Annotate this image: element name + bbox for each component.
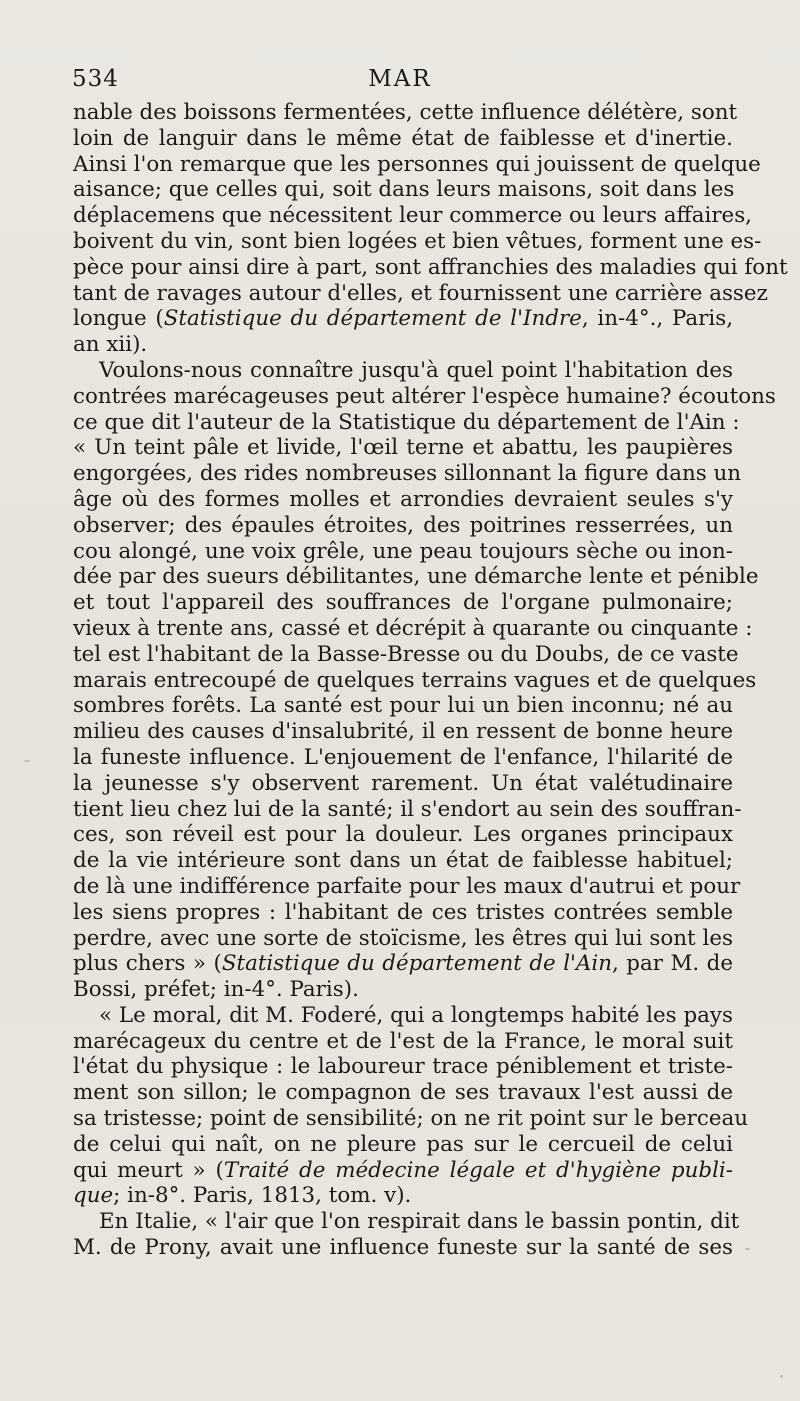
text-line: dée par des sueurs débilitantes, une démarche lente et pénible — [73, 564, 759, 590]
text-line: ce que dit l'auteur de la Statistique du département de l'Ain : — [73, 409, 740, 435]
paragraph-start-line: Voulons-nous connaître jusqu'à quel point l'habitation des — [99, 357, 733, 383]
text-line — [73, 306, 733, 332]
text-line — [73, 951, 733, 977]
paragraph-start-line: « Le moral, dit M. Foderé, qui a longtemps habité les pays — [99, 1002, 733, 1028]
text-line: pèce pour ainsi dire à part, sont affranchies des maladies qui font — [73, 254, 788, 280]
text-line: marais entrecoupé de quelques terrains vagues et de quelques — [73, 667, 757, 693]
book-title-italic: Statistique du département de l'Ain — [221, 951, 612, 977]
paper-speck — [745, 1248, 750, 1250]
text-line: sa tristesse; point de sensibilité; on ne rit point sur le berceau — [73, 1106, 749, 1132]
text-line — [73, 1183, 733, 1209]
text-line: milieu des causes d'insalubrité, il en ressent de bonne heure — [73, 719, 733, 745]
text-line: de là une indifférence parfaite pour les maux d'autrui et pour — [73, 873, 741, 899]
text-line: loin de languir dans le même état de faiblesse et d'inertie. — [73, 125, 733, 151]
text-line: de la vie intérieure sont dans un état de faiblesse habituel; — [73, 848, 733, 874]
book-title-italic: que — [73, 1183, 114, 1209]
text-line: tient lieu chez lui de la santé; il s'endort au sein des souffran- — [73, 796, 742, 822]
text-line: déplacemens que nécessitent leur commerce ou leurs affaires, — [73, 203, 752, 229]
text-line: la funeste influence. L'enjouement de l'enfance, l'hilarité de — [73, 744, 733, 770]
text-line: vieux à trente ans, cassé et décrépit à quarante ou cinquante : — [73, 615, 753, 641]
text-line: ces, son réveil est pour la douleur. Les organes principaux — [73, 822, 733, 848]
text-line: tant de ravages autour d'elles, et fournissent une carrière assez — [73, 280, 768, 306]
text-line: cou alongé, une voix grêle, une peau toujours sèche ou inon- — [73, 538, 733, 564]
page-number: 534 — [72, 66, 119, 92]
text-line: perdre, avec une sorte de stoïcisme, les êtres qui lui sont les — [73, 925, 733, 951]
text-line: âge où des formes molles et arrondies devraient seules s'y — [73, 486, 733, 512]
text-line: et tout l'appareil des souffrances de l'organe pulmonaire; — [73, 590, 733, 616]
text-line: ment son sillon; le compagnon de ses travaux l'est aussi de — [73, 1080, 733, 1106]
text-segment: ; in-8°. Paris, 1813, tom. v). — [113, 1183, 412, 1209]
text-line: engorgées, des rides nombreuses sillonnant la figure dans un — [73, 461, 742, 487]
text-segment: , par M. de — [611, 951, 733, 977]
text-line: M. de Prony, avait une influence funeste sur la santé de ses — [73, 1235, 733, 1261]
running-head-title: MAR — [368, 66, 432, 92]
text-line — [73, 1158, 733, 1184]
running-header — [72, 66, 728, 102]
text-line: « Un teint pâle et livide, l'œil terne et abattu, les paupières — [73, 435, 733, 461]
paper-speck — [24, 760, 30, 762]
body-text — [73, 100, 788, 1261]
text-line: Ainsi l'on remarque que les personnes qui jouissent de quelque — [73, 151, 761, 177]
text-line: an xii). — [73, 332, 148, 358]
text-line: nable des boissons fermentées, cette influence délétère, sont — [73, 100, 738, 125]
text-line: boivent du vin, sont bien logées et bien vêtues, forment une es- — [73, 228, 762, 254]
book-title-italic: Traité de médecine légale et d'hygiène publi- — [223, 1157, 733, 1183]
text-line: contrées marécageuses peut altérer l'espèce humaine? écoutons — [73, 383, 776, 409]
text-segment: qui meurt » ( — [73, 1157, 224, 1183]
text-line: l'état du physique : le laboureur trace péniblement et triste- — [73, 1054, 733, 1080]
paragraph-start-line: En Italie, « l'air que l'on respirait dans le bassin pontin, dit — [99, 1209, 740, 1235]
text-line: de celui qui naît, on ne pleure pas sur le cercueil de celui — [73, 1131, 733, 1157]
text-line: tel est l'habitant de la Basse-Bresse ou du Doubs, de ce vaste — [73, 641, 739, 667]
text-segment: longue ( — [73, 306, 164, 332]
text-line: marécageux du centre et de l'est de la France, le moral suit — [73, 1028, 733, 1054]
text-line: observer; des épaules étroites, des poitrines resserrées, un — [73, 512, 733, 538]
text-segment: , in-4°., Paris, — [581, 306, 733, 332]
text-line: sombres forêts. La santé est pour lui un bien inconnu; né au — [73, 693, 733, 719]
paper-speck — [780, 1375, 783, 1378]
text-line: les siens propres : l'habitant de ces tristes contrées semble — [73, 899, 733, 925]
text-line: aisance; que celles qui, soit dans leurs maisons, soit dans les — [73, 177, 735, 203]
text-line: la jeunesse s'y observent rarement. Un état valétudinaire — [73, 770, 733, 796]
text-line: Bossi, préfet; in-4°. Paris). — [73, 977, 359, 1003]
text-segment: plus chers » ( — [73, 951, 222, 977]
book-title-italic: Statistique du département de l'Indre — [163, 306, 582, 332]
